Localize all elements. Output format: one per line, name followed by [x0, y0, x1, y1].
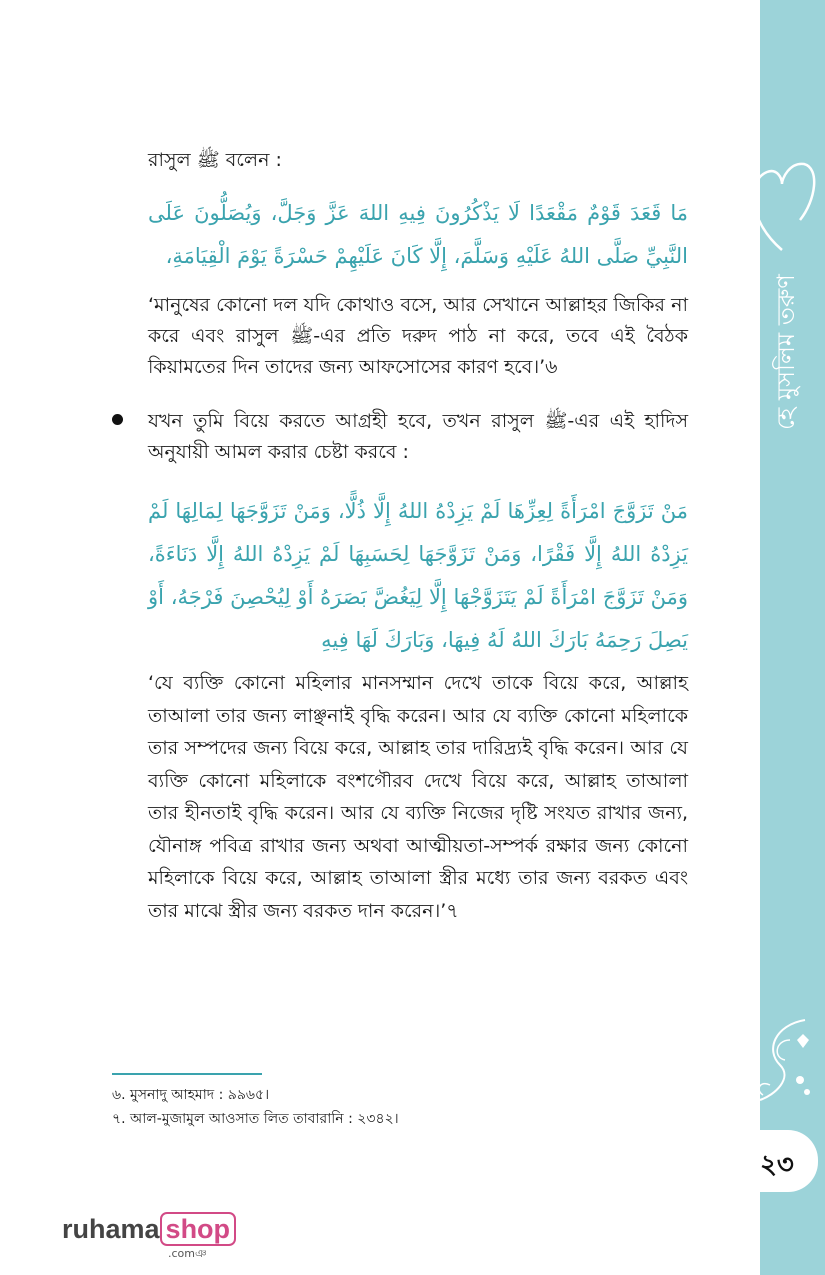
footnote-divider — [112, 1073, 262, 1075]
publisher-logo[interactable] — [62, 1212, 236, 1260]
bullet-text: যখন তুমি বিয়ে করতে আগ্রহী হবে, তখন রাসুল ﷺ-এর এই হাদিস অনুযায়ী আমল করার চেষ্টা করবে : — [148, 410, 688, 463]
floral-ornament-icon — [745, 1010, 820, 1120]
heart-outline-icon — [742, 150, 822, 260]
page-number: ২৩ — [760, 1150, 794, 1180]
logo-shop: shop — [160, 1212, 237, 1246]
logo-domain: .comঞ — [168, 1247, 207, 1260]
hadith-2-arabic: مَنْ تَزَوَّجَ امْرَأَةً لِعِزِّهَا لَمْ يَزِدْهُ اللهُ إِلَّا ذُلًّا، وَمَنْ تَزَوَّجَهَا لِمَالِهَا لَمْ يَزِدْهُ اللهُ إِلَّا فَقْرًا، وَمَنْ تَزَوَّجَهَا لِحَسَبِهَا لَمْ يَزِدْهُ اللهُ إِلَّا دَنَاءَةً، وَمَنْ تَزَوَّجَ امْرَأَةً لَمْ يَتَزَوَّجْهَا إِلَّا لِيَغُضَّ بَصَرَهُ أَوْ لِيُحْصِنَ فَرْجَهُ، أَوْ يَصِلَ رَحِمَهُ بَارَكَ اللهُ لَهُ فِيهَا، وَبَارَكَ لَهَا فِيهِ — [148, 499, 688, 652]
book-title — [768, 380, 808, 430]
footnote-6: ৬. মুসনাদু আহমাদ : ৯৯৬৫। — [112, 1087, 270, 1103]
hadith-1-translation: ‘মানুষের কোনো দল যদি কোথাও বসে, আর সেখানে আল্লাহর জিকির না করে এবং রাসুল ﷺ-এর প্রতি দরুদ পাঠ না করে, তবে এই বৈঠক কিয়ামতের দিন তাদের জন্য আফসোসের কারণ হবে।’৬ — [148, 294, 688, 378]
hadith-1-arabic: مَا قَعَدَ قَوْمٌ مَقْعَدًا لَا يَذْكُرُونَ فِيهِ اللهَ عَزَّ وَجَلَّ، وَيُصَلُّونَ عَلَى النَّبِيِّ صَلَّى اللهُ عَلَيْهِ وَسَلَّمَ، إِلَّا كَانَ عَلَيْهِمْ حَسْرَةً يَوْمَ الْقِيَامَةِ، — [148, 201, 688, 268]
footnote-7: ৭. আল-মুজামুল আওসাত লিত তাবারানি : ২৩৪২। — [112, 1111, 399, 1127]
footnotes — [112, 1083, 399, 1131]
logo-ruhama: ruhama — [62, 1214, 160, 1244]
bullet-point — [112, 414, 123, 425]
intro-text: রাসুল ﷺ বলেন : — [148, 149, 282, 171]
hadith-2-translation: ‘যে ব্যক্তি কোনো মহিলার মানসম্মান দেখে তাকে বিয়ে করে, আল্লাহ তাআলা তার জন্য লাঞ্ছনাই বৃদ্ধি করেন। আর যে ব্যক্তি কোনো মহিলাকে তার সম্পদের জন্য বিয়ে করে, আল্লাহ তার দারিদ্র্যই বৃদ্ধি করেন। আর যে ব্যক্তি কোনো মহিলাকে বংশগৌরব দেখে বিয়ে করে, আল্লাহ তাআলা তার হীনতাই বৃদ্ধি করেন। আর যে ব্যক্তি নিজের দৃষ্টি সংযত রাখার জন্য, যৌনাঙ্গ পবিত্র রাখার জন্য অথবা আত্মীয়তা-সম্পর্ক রক্ষার জন্য কোনো মহিলাকে বিয়ে করে, আল্লাহ তাআলা স্ত্রীর মধ্যে তার জন্য বরকত এবং তার মাঝে স্ত্রীর জন্য বরকত দান করেন।’৭ — [148, 672, 688, 922]
